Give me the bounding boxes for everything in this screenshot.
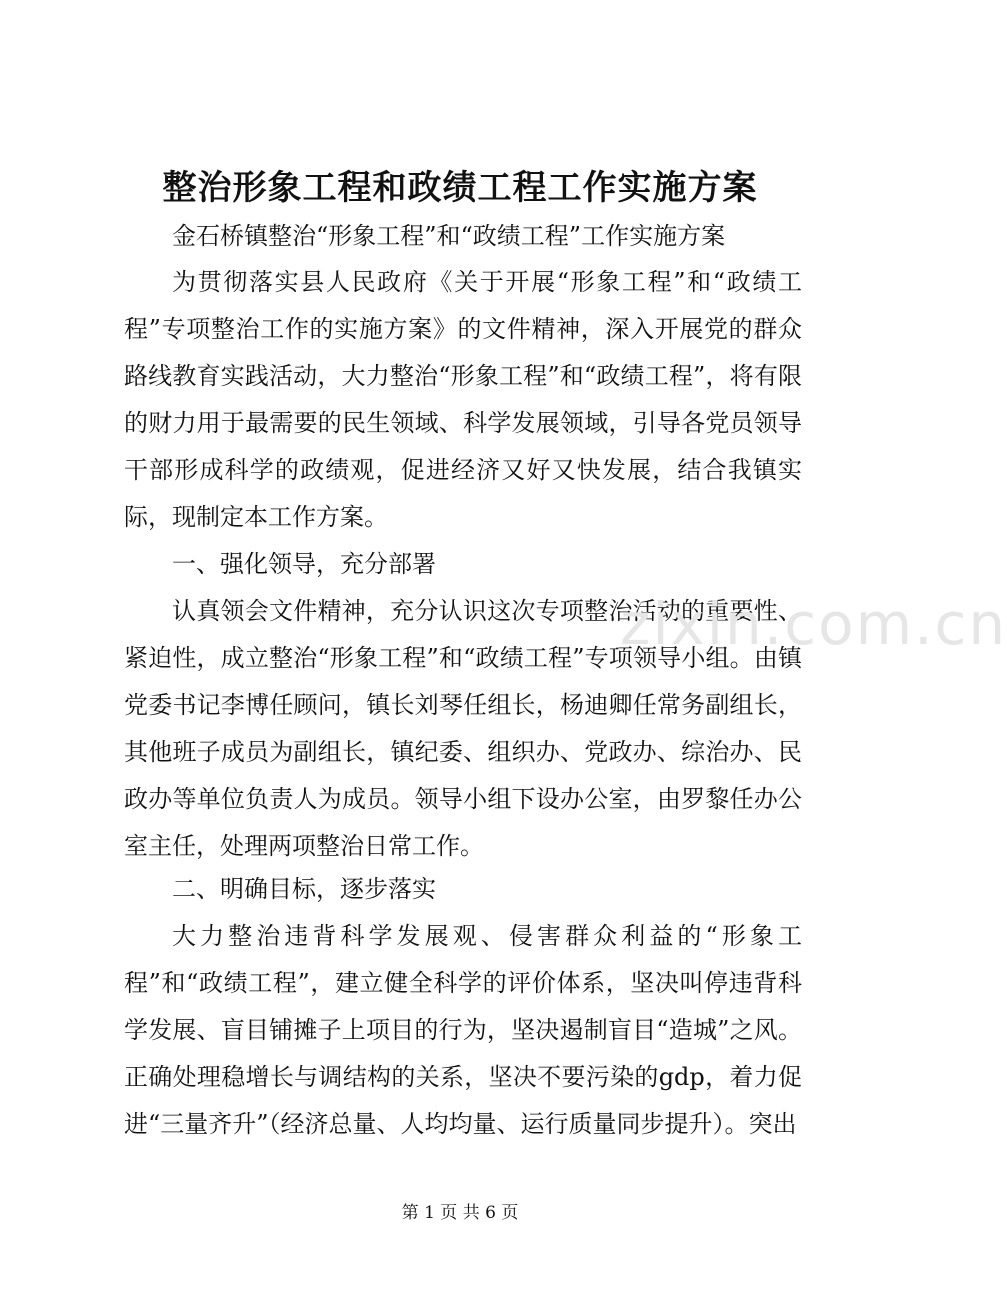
watermark: zixin.com.cn [620, 590, 1007, 658]
document-title: 整治形象工程和政绩工程工作实施方案 [162, 168, 758, 208]
document-subtitle: 金石桥镇整治“形象工程”和“政绩工程”工作实施方案 [172, 222, 726, 250]
section-heading-2: 二、明确目标，逐步落实 [172, 875, 436, 903]
section-heading-1: 一、强化领导，充分部署 [172, 550, 436, 578]
paragraph-intro: 为贯彻落实县人民政府《关于开展“形象工程”和“政绩工程”专项整治工作的实施方案》的文件精神，深入开展党的群众路线教育实践活动，大力整治“形象工程”和“政绩工程”，将有限的财力用于最需要的民生领域、科学发展领域，引导各党员领导干部形成科学的政绩观，促进经济又好又快发展，结合我镇实际，现制定本工作方案。 [124, 268, 802, 531]
paragraph-section-2: 大力整治违背科学发展观、侵害群众利益的“形象工程”和“政绩工程”，建立健全科学的评价体系，坚决叫停违背科学发展、盲目铺摊子上项目的行为，坚决遏制盲目“造城”之风。正确处理稳增长与调结构的关系，坚决不要污染的gdp，着力促进“三量齐升”（经济总量、人均均量、运行质量同步提升）。突出 [124, 922, 802, 1138]
paragraph-section-1: 认真领会文件精神，充分认识这次专项整治活动的重要性、紧迫性，成立整治“形象工程”和“政绩工程”专项领导小组。由镇党委书记李博任顾问，镇长刘琴任组长，杨迪卿任常务副组长，其他班子成员为副组长，镇纪委、组织办、党政办、综治办、民政办等单位负责人为成员。领导小组下设办公室，由罗黎任办公室主任，处理两项整治日常工作。 [124, 597, 802, 860]
page-footer: 第 1 页 共 6 页 [401, 1203, 519, 1223]
